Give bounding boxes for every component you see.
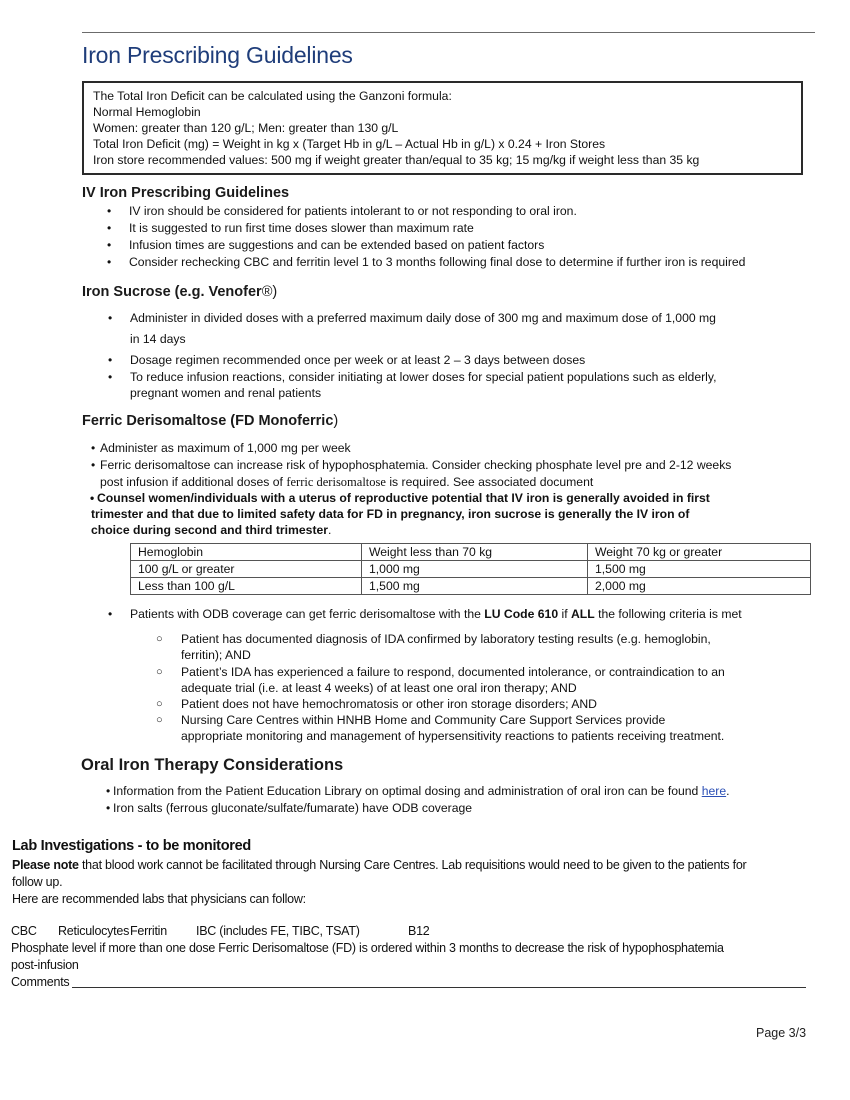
table-cell: 2,000 mg	[588, 578, 811, 595]
comments-label: Comments	[11, 975, 70, 989]
text-segment: Information from the Patient Education Library on optimal dosing and administration of oral iron can be found	[113, 784, 702, 798]
patient-education-link[interactable]: here	[701, 784, 727, 798]
phosphate-level-line: Phosphate level if more than one dose Ferric Derisomaltose (FD) is ordered within 3 months to decrease the risk of hypophosphatemia	[11, 941, 724, 955]
fd-bullet-list	[0, 440, 850, 535]
list-item-continuation: in 14 days	[130, 332, 186, 346]
heading-close-paren: )	[333, 413, 339, 429]
bullet-icon: •	[91, 458, 96, 472]
table-cell: 1,500 mg	[588, 561, 811, 578]
counsel-warning-line	[91, 522, 331, 538]
bullet-icon: •	[107, 221, 112, 235]
list-item: It is suggested to run first time doses slower than maximum rate	[129, 221, 474, 235]
counsel-warning-line: trimester and that due to limited safety data for FD in pregnancy, iron sucrose is generally the IV iron of	[91, 507, 690, 521]
odb-coverage-text	[130, 606, 742, 622]
bullet-icon: •	[108, 353, 113, 367]
iron-store-values: Iron store recommended values: 500 mg if weight greater than/equal to 35 kg; 15 mg/kg if weight less than 35 kg	[93, 153, 700, 167]
list-item: Nursing Care Centres within HNHB Home and Community Care Support Services provide	[181, 713, 666, 727]
oral-iron-heading: Oral Iron Therapy Considerations	[81, 756, 344, 774]
drug-name-serif: ferric derisomaltose	[286, 475, 386, 489]
table-cell: 1,500 mg	[362, 578, 588, 595]
phosphate-level-continuation: post-infusion	[11, 958, 79, 972]
circle-bullet-icon: ○	[156, 633, 163, 645]
circle-bullet-icon: ○	[156, 698, 163, 710]
text-segment: .	[328, 523, 332, 537]
comments-field[interactable]	[72, 974, 806, 988]
table-header-row	[131, 544, 811, 561]
iv-iron-heading: IV Iron Prescribing Guidelines	[82, 185, 290, 201]
bullet-icon: •	[108, 311, 113, 325]
please-note-continuation: follow up.	[12, 875, 63, 889]
text-segment: the following criteria is met	[594, 607, 742, 621]
text-segment: that blood work cannot be facilitated through Nursing Care Centres. Lab requisitions would need to be given to the patients for	[78, 858, 747, 872]
text-segment: choice during second and third trimester	[91, 523, 329, 537]
table-cell: 1,000 mg	[362, 561, 588, 578]
list-item: Administer as maximum of 1,000 mg per week	[100, 441, 351, 455]
bullet-icon: •	[107, 255, 112, 269]
please-note-label: Please note	[12, 858, 79, 872]
all-emphasis: ALL	[570, 607, 595, 621]
counsel-warning-line: Counsel women/individuals with a uterus of reproductive potential that IV iron is generally avoided in first	[97, 491, 710, 505]
table-row	[131, 578, 811, 595]
table-row	[131, 561, 811, 578]
odb-coverage-bullet	[0, 606, 850, 624]
lu-code: LU Code 610	[484, 607, 559, 621]
list-item: Patient’s IDA has experienced a failure to respond, documented intolerance, or contraindication to an	[181, 665, 725, 679]
page-number: Page 3/3	[756, 1026, 807, 1040]
page-title: Iron Prescribing Guidelines	[82, 42, 353, 68]
hemoglobin-thresholds: Women: greater than 120 g/L; Men: greater than 130 g/L	[93, 121, 399, 135]
table-header-cell: Weight less than 70 kg	[362, 544, 588, 561]
text-segment: is required. See associated document	[385, 475, 594, 489]
comments-row	[11, 974, 806, 990]
text-segment: post infusion if additional doses of	[100, 475, 287, 489]
registered-trademark-icon: ®	[261, 284, 273, 300]
list-item: IV iron should be considered for patients intolerant to or not responding to oral iron.	[129, 204, 577, 218]
list-item: Ferric derisomaltose can increase risk of hypophosphatemia. Consider checking phosphate level pre and 2-12 weeks	[100, 458, 732, 472]
bullet-icon: •	[108, 607, 113, 621]
bullet-icon: •	[91, 441, 96, 455]
oral-iron-bullet-list	[0, 783, 850, 817]
lab-item-ferritin: Ferritin	[130, 924, 167, 938]
list-item: Patient has documented diagnosis of IDA confirmed by laboratory testing results (e.g. hemoglobin,	[181, 632, 711, 646]
bullet-icon: •	[107, 238, 112, 252]
list-item	[113, 783, 730, 799]
lab-investigations-heading: Lab Investigations - to be monitored	[12, 838, 251, 854]
lab-item-ibc: IBC (includes FE, TIBC, TSAT)	[196, 924, 360, 938]
bullet-icon: •	[108, 370, 113, 384]
lab-item-reticulocytes: Reticulocytes	[58, 924, 130, 938]
please-note-line	[12, 857, 746, 873]
iv-iron-bullet-list	[0, 203, 850, 273]
lab-item-b12: B12	[408, 924, 430, 938]
bullet-icon: •	[106, 784, 111, 798]
total-iron-deficit-formula: Total Iron Deficit (mg) = Weight in kg x (Target Hb in g/L – Actual Hb in g/L) x 0.24 + Iron Stores	[93, 137, 606, 151]
table-cell: 100 g/L or greater	[131, 561, 362, 578]
list-item: Consider rechecking CBC and ferritin level 1 to 3 months following final dose to determine if further iron is required	[129, 255, 746, 269]
list-item: Infusion times are suggestions and can be extended based on patient factors	[129, 238, 545, 252]
top-rule-divider	[82, 32, 815, 33]
bullet-icon: •	[106, 801, 111, 815]
heading-close-paren: )	[272, 284, 278, 300]
ferric-derisomaltose-heading	[82, 413, 338, 429]
list-item-continuation: appropriate monitoring and management of hypersensitivity reactions to patients receiving treatment.	[181, 729, 725, 743]
fd-dosing-table	[130, 543, 811, 595]
iron-sucrose-heading	[82, 284, 277, 300]
text-segment: .	[726, 784, 730, 798]
text-segment: if	[558, 607, 571, 621]
list-item-continuation	[100, 474, 593, 490]
table-cell: Less than 100 g/L	[131, 578, 362, 595]
bullet-icon: •	[90, 491, 95, 505]
ferric-derisomaltose-heading-text: Ferric Derisomaltose (FD Monoferric	[82, 413, 334, 429]
formula-intro: The Total Iron Deficit can be calculated using the Ganzoni formula:	[93, 89, 452, 103]
table-header-cell: Hemoglobin	[131, 544, 362, 561]
list-item: Iron salts (ferrous gluconate/sulfate/fumarate) have ODB coverage	[113, 801, 473, 815]
table-header-cell: Weight 70 kg or greater	[588, 544, 811, 561]
list-item: Dosage regimen recommended once per week or at least 2 – 3 days between doses	[130, 353, 586, 367]
recommended-labs-intro: Here are recommended labs that physicians can follow:	[12, 892, 306, 906]
normal-hemoglobin-label: Normal Hemoglobin	[93, 105, 201, 119]
iron-sucrose-heading-text: Iron Sucrose (e.g. Venofer	[82, 284, 262, 300]
lab-item-cbc: CBC	[11, 924, 37, 938]
list-item: Patient does not have hemochromatosis or other iron storage disorders; AND	[181, 697, 597, 711]
list-item: To reduce infusion reactions, consider initiating at lower doses for special patient populations such as elderly,	[130, 370, 717, 384]
list-item: Administer in divided doses with a preferred maximum daily dose of 300 mg and maximum dose of 1,000 mg	[130, 311, 716, 325]
iron-sucrose-bullet-list	[0, 310, 850, 400]
ganzoni-formula-box	[82, 81, 803, 175]
list-item-continuation: pregnant women and renal patients	[130, 386, 322, 400]
lu-criteria-list	[0, 631, 850, 746]
list-item-continuation: ferritin); AND	[181, 648, 251, 662]
bullet-icon: •	[107, 204, 112, 218]
circle-bullet-icon: ○	[156, 714, 163, 726]
list-item-continuation: adequate trial (i.e. at least 4 weeks) of at least one oral iron therapy; AND	[181, 681, 577, 695]
text-segment: Patients with ODB coverage can get ferric derisomaltose with the	[130, 607, 485, 621]
circle-bullet-icon: ○	[156, 666, 163, 678]
